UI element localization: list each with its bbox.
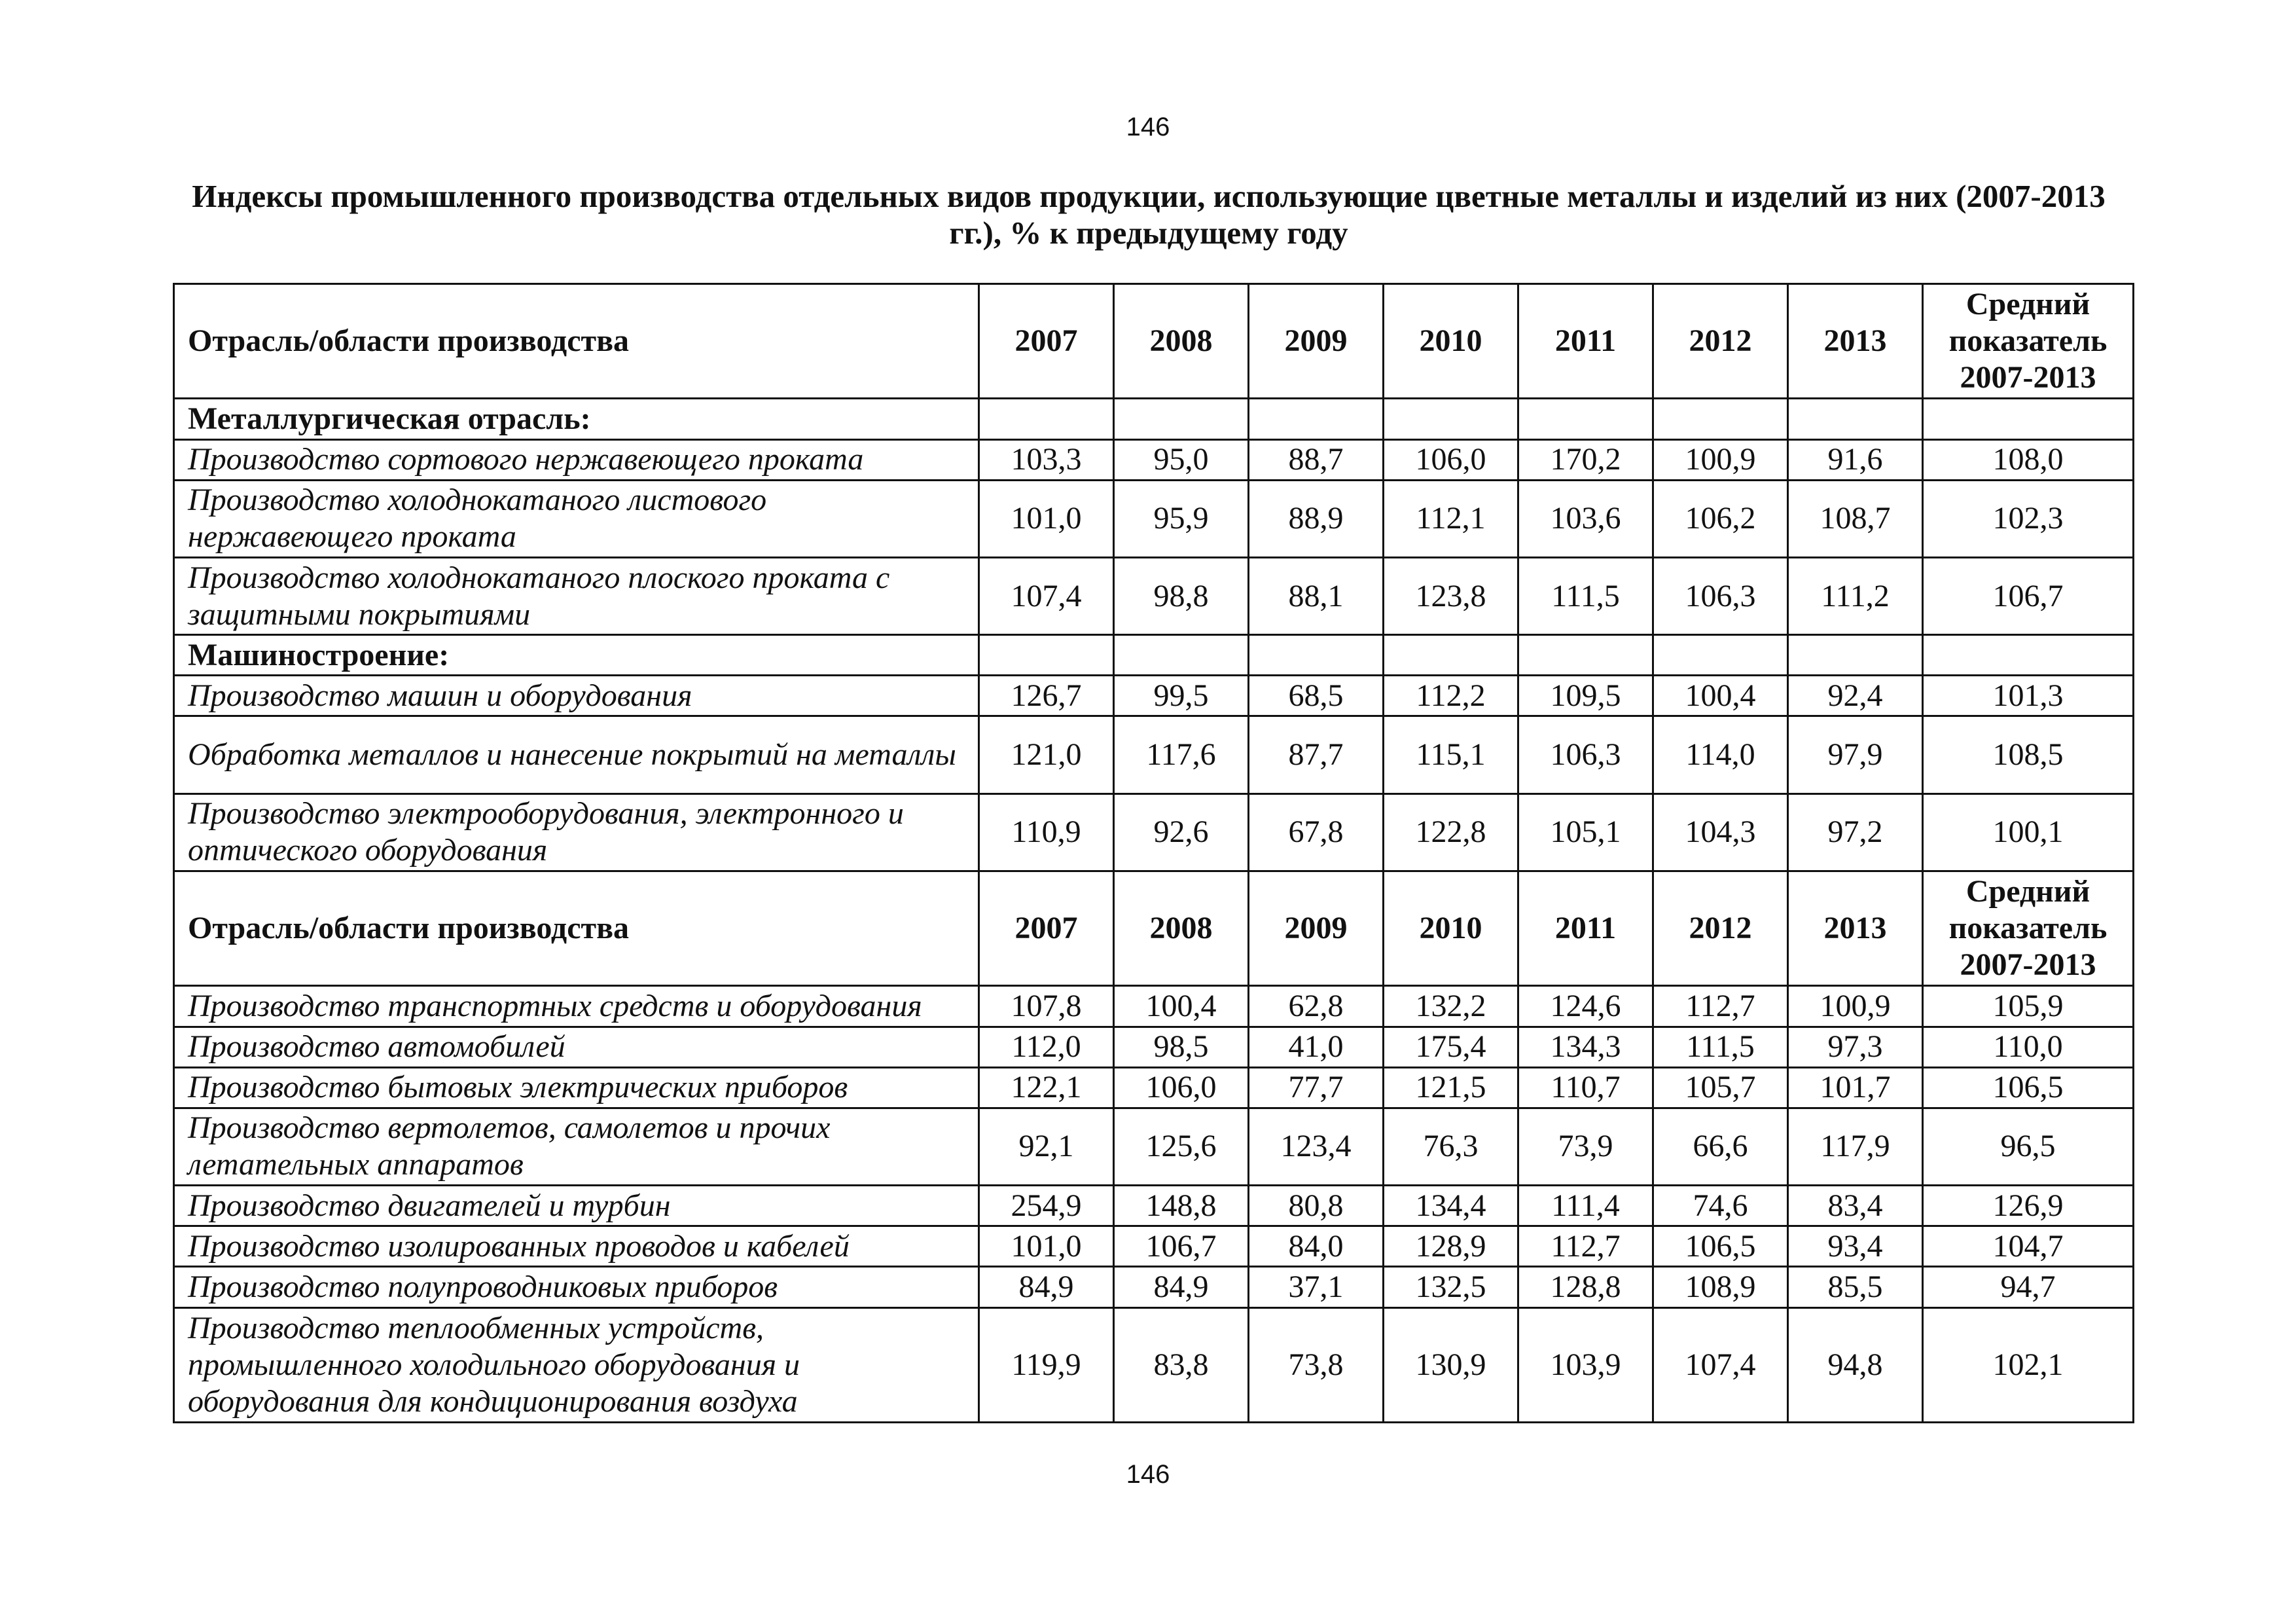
average-cell <box>1923 635 2134 676</box>
value-cell: 66,6 <box>1653 1108 1788 1185</box>
value-cell: 100,4 <box>1653 676 1788 716</box>
average-cell: 102,1 <box>1923 1307 2134 1422</box>
column-header-average <box>1923 284 2134 399</box>
average-cell: 106,5 <box>1923 1067 2134 1108</box>
value-cell: 106,0 <box>1384 439 1518 480</box>
column-header-year: 2013 <box>1788 284 1923 399</box>
section-row <box>174 635 2134 676</box>
row-label: Обработка металлов и нанесение покрытий на металлы <box>174 716 979 793</box>
value-cell <box>979 399 1114 439</box>
section-label: Металлургическая отрасль: <box>174 399 979 439</box>
value-cell: 112,0 <box>979 1027 1114 1067</box>
table-row <box>174 793 2134 871</box>
value-cell: 115,1 <box>1384 716 1518 793</box>
value-cell: 117,6 <box>1114 716 1249 793</box>
value-cell: 114,0 <box>1653 716 1788 793</box>
value-cell: 107,4 <box>1653 1307 1788 1422</box>
value-cell: 119,9 <box>979 1307 1114 1422</box>
value-cell <box>1114 635 1249 676</box>
row-label: Производство вертолетов, самолетов и прочих летательных аппаратов <box>174 1108 979 1185</box>
table-row <box>174 480 2134 557</box>
value-cell: 105,7 <box>1653 1067 1788 1108</box>
value-cell: 103,3 <box>979 439 1114 480</box>
value-cell: 103,6 <box>1518 480 1653 557</box>
value-cell: 128,9 <box>1384 1226 1518 1267</box>
value-cell: 111,5 <box>1518 557 1653 634</box>
value-cell: 104,3 <box>1653 793 1788 871</box>
value-cell: 125,6 <box>1114 1108 1249 1185</box>
value-cell: 106,3 <box>1518 716 1653 793</box>
value-cell: 100,9 <box>1653 439 1788 480</box>
row-label: Производство холоднокатаного плоского проката с защитными покрытиями <box>174 557 979 634</box>
table-row <box>174 1027 2134 1067</box>
value-cell: 132,5 <box>1384 1267 1518 1307</box>
value-cell: 98,5 <box>1114 1027 1249 1067</box>
value-cell: 107,8 <box>979 986 1114 1027</box>
value-cell: 111,4 <box>1518 1186 1653 1226</box>
value-cell <box>1249 635 1384 676</box>
value-cell: 95,0 <box>1114 439 1249 480</box>
value-cell: 101,7 <box>1788 1067 1923 1108</box>
column-header-average <box>1923 871 2134 986</box>
table-row <box>174 1108 2134 1185</box>
table-row <box>174 557 2134 634</box>
row-label: Производство сортового нержавеющего проката <box>174 439 979 480</box>
average-header-line: Средний <box>1965 287 2090 322</box>
value-cell <box>1384 635 1518 676</box>
row-label: Производство электрооборудования, электронного и оптического оборудования <box>174 793 979 871</box>
value-cell: 108,7 <box>1788 480 1923 557</box>
column-header-name: Отрасль/области производства <box>174 871 979 986</box>
value-cell: 254,9 <box>979 1186 1114 1226</box>
table-row <box>174 676 2134 716</box>
value-cell <box>1653 635 1788 676</box>
value-cell: 148,8 <box>1114 1186 1249 1226</box>
average-cell: 96,5 <box>1923 1108 2134 1185</box>
value-cell: 62,8 <box>1249 986 1384 1027</box>
column-header-year: 2008 <box>1114 871 1249 986</box>
average-cell: 108,5 <box>1923 716 2134 793</box>
section-label: Машиностроение: <box>174 635 979 676</box>
value-cell: 126,7 <box>979 676 1114 716</box>
page-number-top: 146 <box>1126 113 1170 141</box>
column-header-year: 2009 <box>1249 284 1384 399</box>
column-header-year: 2013 <box>1788 871 1923 986</box>
row-label: Производство транспортных средств и оборудования <box>174 986 979 1027</box>
value-cell: 73,8 <box>1249 1307 1384 1422</box>
value-cell: 106,3 <box>1653 557 1788 634</box>
column-header-name: Отрасль/области производства <box>174 284 979 399</box>
value-cell: 94,8 <box>1788 1307 1923 1422</box>
value-cell: 88,1 <box>1249 557 1384 634</box>
column-header-year: 2012 <box>1653 284 1788 399</box>
value-cell: 97,2 <box>1788 793 1923 871</box>
average-cell: 100,1 <box>1923 793 2134 871</box>
value-cell: 99,5 <box>1114 676 1249 716</box>
value-cell: 73,9 <box>1518 1108 1653 1185</box>
table-row <box>174 439 2134 480</box>
value-cell: 108,9 <box>1653 1267 1788 1307</box>
column-header-year: 2007 <box>979 284 1114 399</box>
value-cell: 121,5 <box>1384 1067 1518 1108</box>
value-cell: 130,9 <box>1384 1307 1518 1422</box>
average-header-line: показатель <box>1948 911 2108 946</box>
value-cell: 83,4 <box>1788 1186 1923 1226</box>
page-number-bottom: 146 <box>1126 1460 1170 1489</box>
value-cell <box>1788 399 1923 439</box>
value-cell: 121,0 <box>979 716 1114 793</box>
average-cell: 126,9 <box>1923 1186 2134 1226</box>
value-cell: 84,9 <box>1114 1267 1249 1307</box>
value-cell: 124,6 <box>1518 986 1653 1027</box>
average-cell: 102,3 <box>1923 480 2134 557</box>
table-row <box>174 1186 2134 1226</box>
value-cell: 84,0 <box>1249 1226 1384 1267</box>
value-cell: 170,2 <box>1518 439 1653 480</box>
average-cell: 105,9 <box>1923 986 2134 1027</box>
value-cell: 74,6 <box>1653 1186 1788 1226</box>
value-cell: 106,0 <box>1114 1067 1249 1108</box>
table-row <box>174 1307 2134 1422</box>
value-cell: 103,9 <box>1518 1307 1653 1422</box>
average-cell <box>1923 399 2134 439</box>
data-table <box>173 283 2134 1423</box>
value-cell: 92,4 <box>1788 676 1923 716</box>
table-row <box>174 986 2134 1027</box>
table-row <box>174 1226 2134 1267</box>
value-cell: 123,8 <box>1384 557 1518 634</box>
value-cell: 68,5 <box>1249 676 1384 716</box>
value-cell: 112,7 <box>1518 1226 1653 1267</box>
value-cell: 100,9 <box>1788 986 1923 1027</box>
value-cell: 106,5 <box>1653 1226 1788 1267</box>
value-cell: 112,2 <box>1384 676 1518 716</box>
value-cell: 106,2 <box>1653 480 1788 557</box>
value-cell: 77,7 <box>1249 1067 1384 1108</box>
value-cell: 91,6 <box>1788 439 1923 480</box>
average-header-line: Средний <box>1965 874 2090 909</box>
row-label: Производство бытовых электрических приборов <box>174 1067 979 1108</box>
value-cell <box>1518 635 1653 676</box>
table-row <box>174 1267 2134 1307</box>
value-cell: 101,0 <box>979 480 1114 557</box>
column-header-year: 2008 <box>1114 284 1249 399</box>
value-cell: 122,8 <box>1384 793 1518 871</box>
value-cell <box>979 635 1114 676</box>
value-cell: 92,6 <box>1114 793 1249 871</box>
value-cell: 123,4 <box>1249 1108 1384 1185</box>
table-header-row <box>174 871 2134 986</box>
value-cell: 76,3 <box>1384 1108 1518 1185</box>
value-cell: 84,9 <box>979 1267 1114 1307</box>
value-cell <box>1518 399 1653 439</box>
row-label: Производство холоднокатаного листового нержавеющего проката <box>174 480 979 557</box>
value-cell: 109,5 <box>1518 676 1653 716</box>
value-cell: 83,8 <box>1114 1307 1249 1422</box>
column-header-year: 2011 <box>1518 284 1653 399</box>
table-row <box>174 1067 2134 1108</box>
column-header-year: 2009 <box>1249 871 1384 986</box>
value-cell: 117,9 <box>1788 1108 1923 1185</box>
value-cell: 97,9 <box>1788 716 1923 793</box>
row-label: Производство автомобилей <box>174 1027 979 1067</box>
row-label: Производство полупроводниковых приборов <box>174 1267 979 1307</box>
row-label: Производство теплообменных устройств, промышленного холодильного оборудования и оборудования для кондиционирования воздуха <box>174 1307 979 1422</box>
column-header-year: 2007 <box>979 871 1114 986</box>
value-cell: 128,8 <box>1518 1267 1653 1307</box>
value-cell <box>1653 399 1788 439</box>
value-cell: 41,0 <box>1249 1027 1384 1067</box>
average-cell: 110,0 <box>1923 1027 2134 1067</box>
value-cell: 37,1 <box>1249 1267 1384 1307</box>
value-cell: 112,7 <box>1653 986 1788 1027</box>
row-label: Производство двигателей и турбин <box>174 1186 979 1226</box>
value-cell: 80,8 <box>1249 1186 1384 1226</box>
page-title: Индексы промышленного производства отдельных видов продукции, использующие цветные металлы и изделий из них (2007-2013 гг.), % к предыдущему году <box>192 178 2106 251</box>
value-cell: 92,1 <box>979 1108 1114 1185</box>
value-cell <box>1114 399 1249 439</box>
value-cell: 101,0 <box>979 1226 1114 1267</box>
column-header-year: 2012 <box>1653 871 1788 986</box>
value-cell: 88,9 <box>1249 480 1384 557</box>
value-cell: 93,4 <box>1788 1226 1923 1267</box>
value-cell: 100,4 <box>1114 986 1249 1027</box>
value-cell: 87,7 <box>1249 716 1384 793</box>
section-row <box>174 399 2134 439</box>
row-label: Производство изолированных проводов и кабелей <box>174 1226 979 1267</box>
table-row <box>174 716 2134 793</box>
value-cell: 122,1 <box>979 1067 1114 1108</box>
average-cell: 94,7 <box>1923 1267 2134 1307</box>
value-cell: 112,1 <box>1384 480 1518 557</box>
value-cell: 134,4 <box>1384 1186 1518 1226</box>
column-header-year: 2010 <box>1384 284 1518 399</box>
column-header-year: 2011 <box>1518 871 1653 986</box>
value-cell: 132,2 <box>1384 986 1518 1027</box>
average-header-line: показатель <box>1948 323 2108 359</box>
value-cell: 106,7 <box>1114 1226 1249 1267</box>
value-cell: 111,5 <box>1653 1027 1788 1067</box>
value-cell: 175,4 <box>1384 1027 1518 1067</box>
value-cell: 110,7 <box>1518 1067 1653 1108</box>
value-cell: 110,9 <box>979 793 1114 871</box>
average-header-line: 2007-2013 <box>1960 360 2096 395</box>
value-cell: 95,9 <box>1114 480 1249 557</box>
value-cell <box>1384 399 1518 439</box>
value-cell: 107,4 <box>979 557 1114 634</box>
row-label: Производство машин и оборудования <box>174 676 979 716</box>
value-cell: 85,5 <box>1788 1267 1923 1307</box>
value-cell <box>1249 399 1384 439</box>
value-cell: 97,3 <box>1788 1027 1923 1067</box>
value-cell: 105,1 <box>1518 793 1653 871</box>
average-cell: 106,7 <box>1923 557 2134 634</box>
average-cell: 108,0 <box>1923 439 2134 480</box>
average-header-line: 2007-2013 <box>1960 947 2096 983</box>
value-cell: 98,8 <box>1114 557 1249 634</box>
average-cell: 104,7 <box>1923 1226 2134 1267</box>
average-cell: 101,3 <box>1923 676 2134 716</box>
value-cell: 88,7 <box>1249 439 1384 480</box>
value-cell <box>1788 635 1923 676</box>
table-header-row <box>174 284 2134 399</box>
column-header-year: 2010 <box>1384 871 1518 986</box>
value-cell: 67,8 <box>1249 793 1384 871</box>
value-cell: 111,2 <box>1788 557 1923 634</box>
value-cell: 134,3 <box>1518 1027 1653 1067</box>
